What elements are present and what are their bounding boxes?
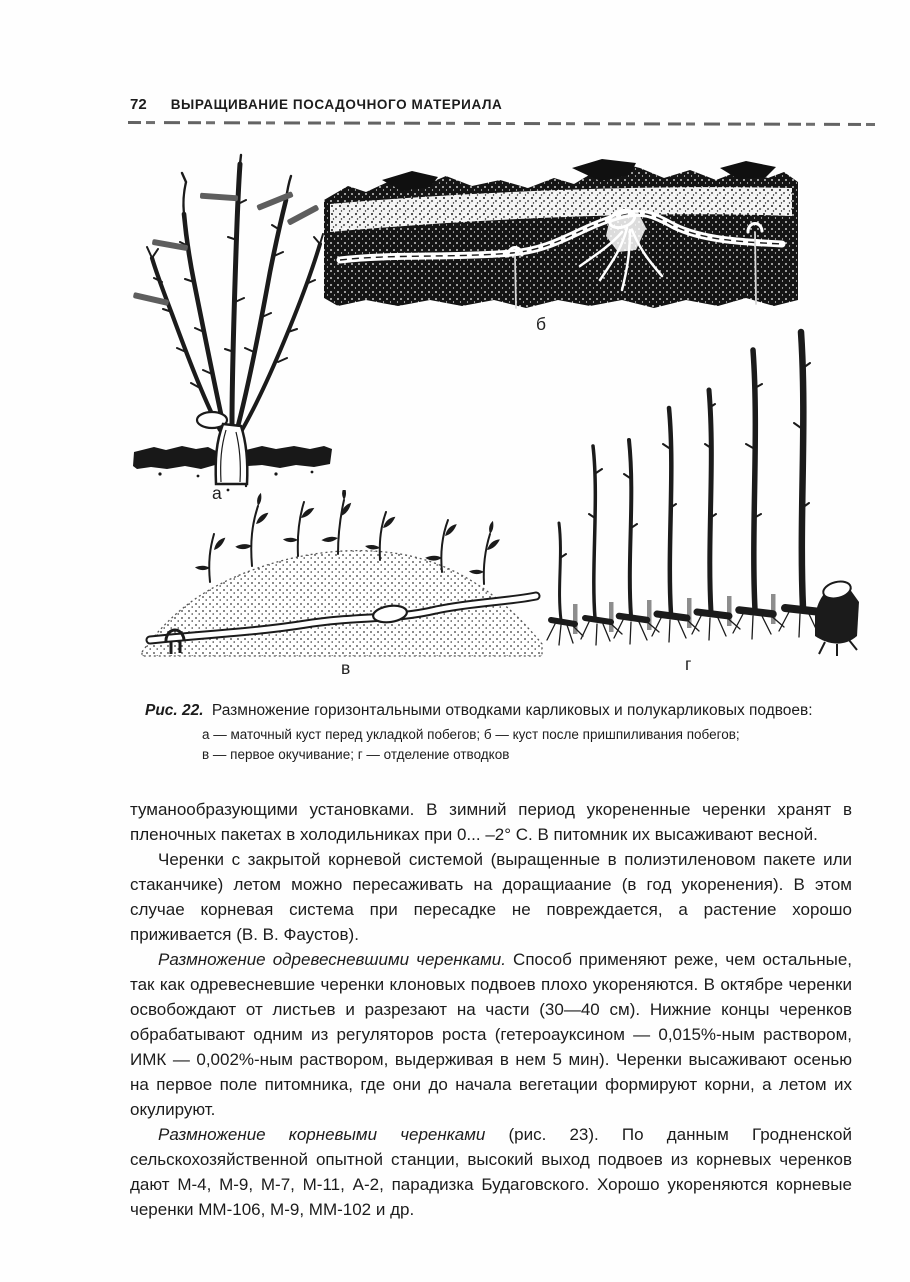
paragraph-3 (130, 947, 852, 1122)
paragraph-2: Черенки с закрытой корневой системой (выращенные в полиэтиленовом пакете или стаканчике) летом можно пересаживать на доращиаание (в год укоренения). В этом случае корневая система при пересадке не повреждается, а растение хорошо приживается (В. В. Фаустов). (130, 850, 852, 944)
running-head (130, 96, 502, 113)
figure-a-mother-bush-illustration (128, 152, 336, 497)
paragraph-4-lead: Размножение корневыми черенками (158, 1125, 486, 1144)
figure-caption-number: Рис. 22. (145, 702, 204, 719)
paragraph-1: туманообразующими установками. В зимний период укорененные черенки хранят в пленочных пакетах в холодильниках при 0... –2° С. В питомник их высаживают весной. (130, 800, 852, 844)
body-text (130, 797, 852, 1222)
page-number: 72 (130, 96, 147, 113)
figure-legend-line1: а — маточный куст перед укладкой побегов; б — куст после пришпиливания побегов; (202, 727, 740, 742)
figure-legend (202, 725, 839, 765)
figure-caption-main (145, 700, 839, 722)
figure-legend-line2: в — первое окучивание; г — отделение отводков (202, 747, 510, 762)
paragraph-3-text: Способ применяют реже, чем остальные, так как одревесневшие черенки клоновых подвоев плохо укореняются. В октябре черенки освобождают от листьев и разрезают на части (30—40 см). Нижние концы черенков обрабатывают одним из регуляторов роста (гетероауксином — 0,015%-ным раствором, ИМК — 0,002%-ным раствором, выдерживая в нем 5 мин). Черенки высаживают осенью на первое поле питомника, где они до начала вегетации формируют корни, а летом их окулируют. (130, 950, 853, 1119)
figure-g-label: г (685, 654, 692, 674)
figure-b-pinned-shoots-illustration (322, 156, 800, 314)
figure-v-first-hilling-illustration (138, 490, 546, 660)
running-title: ВЫРАЩИВАНИЕ ПОСАДОЧНОГО МАТЕРИАЛА (170, 97, 503, 112)
figure-g-separated-layers-illustration (543, 328, 861, 658)
figure-caption (145, 700, 839, 765)
paragraph-4-text: (рис. 23). По данным Гродненской сельскохозяйственной опытной станции, высокий выход подвоев из корневых черенков дают М-4, М-9, М-7, М-11, А-2, парадизка Будаговского. Хорошо укореняются корневые черенки ММ-106, М-9, ММ-102 и др. (130, 1125, 852, 1219)
figure-v-label: в (341, 658, 351, 678)
paragraph-3-lead: Размножение одревесневшими черенками. (158, 950, 506, 969)
figure-a-label: а (212, 483, 222, 503)
header-rule (128, 121, 876, 126)
paragraph-4 (130, 1122, 852, 1222)
figure-caption-text: Размножение горизонтальными отводками карликовых и полукарликовых подвоев: (211, 702, 813, 719)
figure-b-label: б (536, 314, 547, 334)
